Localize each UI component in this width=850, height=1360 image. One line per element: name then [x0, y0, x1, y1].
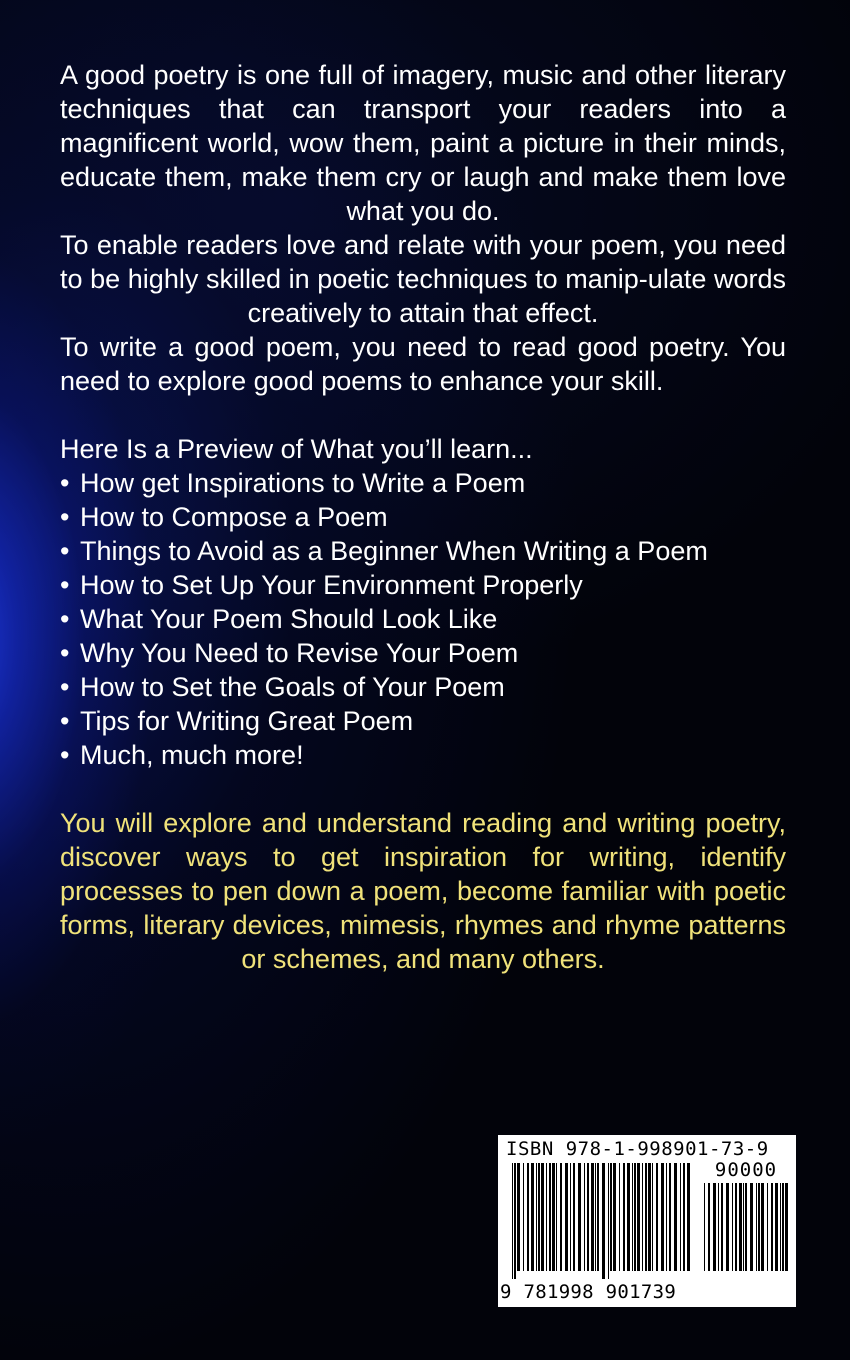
intro-paragraph-1: A good poetry is one full of imagery, music and other literary techniques that can transport your readers into a magnificent world, wow them, paint a picture in their minds, educate them, make them cry or laugh and make them love what you do. — [60, 60, 786, 226]
barcode-bar — [556, 1163, 557, 1271]
barcode-bar — [767, 1183, 768, 1271]
barcode-bar — [761, 1183, 764, 1271]
barcode-bar — [721, 1183, 723, 1271]
barcode-bar — [782, 1183, 784, 1271]
barcode-bar — [661, 1163, 664, 1271]
barcode-bar — [523, 1163, 524, 1271]
barcode-bar — [578, 1163, 581, 1271]
barcode-bar — [570, 1163, 571, 1271]
barcode-bar — [549, 1163, 551, 1271]
barcode-bar — [538, 1163, 540, 1271]
barcode-bar — [674, 1163, 677, 1271]
barcode-bar — [619, 1163, 620, 1271]
barcode-bar — [718, 1183, 719, 1271]
closing-section — [60, 806, 786, 976]
barcode-bar — [743, 1183, 744, 1271]
bullet-icon: • — [60, 502, 70, 532]
isbn-label: ISBN 978-1-998901-73-9 — [506, 1138, 769, 1160]
barcode-number: 9 781998 901739 — [500, 1281, 677, 1303]
barcode-bar — [565, 1163, 568, 1271]
barcode-bar — [602, 1163, 605, 1279]
barcode-bar — [648, 1163, 651, 1271]
barcode-bar — [683, 1163, 685, 1271]
bullet-icon: • — [60, 468, 70, 498]
list-item: • How get Inspirations to Write a Poem — [60, 468, 526, 498]
barcode-bar — [634, 1163, 636, 1271]
list-item: • How to Set Up Your Environment Properly — [60, 570, 583, 600]
barcode-bar — [591, 1163, 594, 1271]
barcode-bar — [666, 1163, 667, 1271]
bullet-icon: • — [60, 604, 70, 634]
barcode-bar — [732, 1183, 733, 1271]
bullet-icon: • — [60, 740, 70, 770]
barcode-bar — [632, 1163, 633, 1271]
list-item: • Tips for Writing Great Poem — [60, 706, 414, 736]
list-item: • What Your Poem Should Look Like — [60, 604, 498, 634]
barcode-bar — [560, 1163, 562, 1271]
barcode-bar — [536, 1163, 537, 1271]
barcode-bar — [704, 1183, 705, 1271]
barcode-bar — [573, 1163, 575, 1271]
bullet-icon: • — [60, 570, 70, 600]
intro-section — [60, 58, 786, 398]
preview-section — [60, 432, 786, 772]
list-item: • Much, much more! — [60, 740, 304, 770]
barcode-addon-code: 90000 — [714, 1159, 778, 1181]
barcode-bar — [642, 1163, 643, 1271]
barcode-bar — [517, 1163, 520, 1271]
barcode-bar — [735, 1183, 737, 1271]
intro-paragraph-2: To enable readers love and relate with your poem, you need to be highly skilled in poetic techniques to manip-ulate words creatively to attain that effect. — [60, 230, 786, 328]
list-item: • Things to Avoid as a Beginner When Writing a Poem — [60, 536, 708, 566]
barcode-bar — [785, 1183, 788, 1271]
preview-list — [60, 466, 786, 772]
barcode-bar — [541, 1163, 544, 1271]
barcode-main-bars — [512, 1163, 692, 1279]
barcode-bar — [726, 1183, 729, 1271]
barcode-bar — [512, 1163, 513, 1279]
barcode-bar — [680, 1163, 681, 1271]
closing-paragraph: You will explore and understand reading and writing poetry, discover ways to get inspiration for writing, identify processes to pen down a poem, become familiar with poetic forms, literary devices, mimesis, rhymes and rhyme patterns or schemes, and many others. — [60, 808, 786, 974]
preview-heading: Here Is a Preview of What you’ll learn... — [60, 434, 533, 464]
bullet-icon: • — [60, 672, 70, 702]
bullet-icon: • — [60, 706, 70, 736]
barcode-bar — [623, 1163, 625, 1271]
barcode-bar — [771, 1183, 773, 1271]
barcode-bar — [775, 1183, 778, 1271]
barcode-bar — [610, 1163, 612, 1271]
barcode-bar — [546, 1163, 547, 1271]
barcode-addon-bars — [704, 1183, 788, 1279]
barcode-bar — [637, 1163, 640, 1271]
barcode-bar — [652, 1163, 653, 1271]
bullet-icon: • — [60, 638, 70, 668]
barcode-bar — [608, 1163, 609, 1279]
intro-paragraph-3: To write a good poem, you need to read good poetry. You need to explore good poems to enhance your skill. — [60, 332, 786, 396]
barcode-bar — [708, 1183, 710, 1271]
list-item: • How to Compose a Poem — [60, 502, 388, 532]
barcode-bar — [645, 1163, 647, 1271]
list-item: • Why You Need to Revise Your Poem — [60, 638, 519, 668]
barcode-bar — [758, 1183, 760, 1271]
barcode-bar — [756, 1183, 757, 1271]
barcode-bar — [531, 1163, 534, 1271]
barcode-bar — [584, 1163, 585, 1271]
barcode-bar — [669, 1163, 671, 1271]
barcode-bar — [597, 1163, 599, 1271]
barcode-bar — [587, 1163, 589, 1271]
barcode-bar — [750, 1183, 753, 1271]
barcode-bar — [656, 1163, 658, 1271]
barcode-bar — [739, 1183, 742, 1271]
barcode-bar — [514, 1163, 516, 1279]
barcode-bar — [527, 1163, 529, 1271]
barcode-bar — [627, 1163, 630, 1271]
barcode-bar — [713, 1183, 716, 1271]
list-item: • How to Set the Goals of Your Poem — [60, 672, 505, 702]
barcode-bar — [780, 1183, 781, 1271]
barcode-bar — [745, 1183, 747, 1271]
bullet-icon: • — [60, 536, 70, 566]
barcode-bar — [595, 1163, 596, 1271]
isbn-barcode — [498, 1135, 796, 1307]
barcode-bar — [613, 1163, 616, 1271]
barcode-bar — [687, 1163, 690, 1271]
barcode-bar — [552, 1163, 555, 1271]
